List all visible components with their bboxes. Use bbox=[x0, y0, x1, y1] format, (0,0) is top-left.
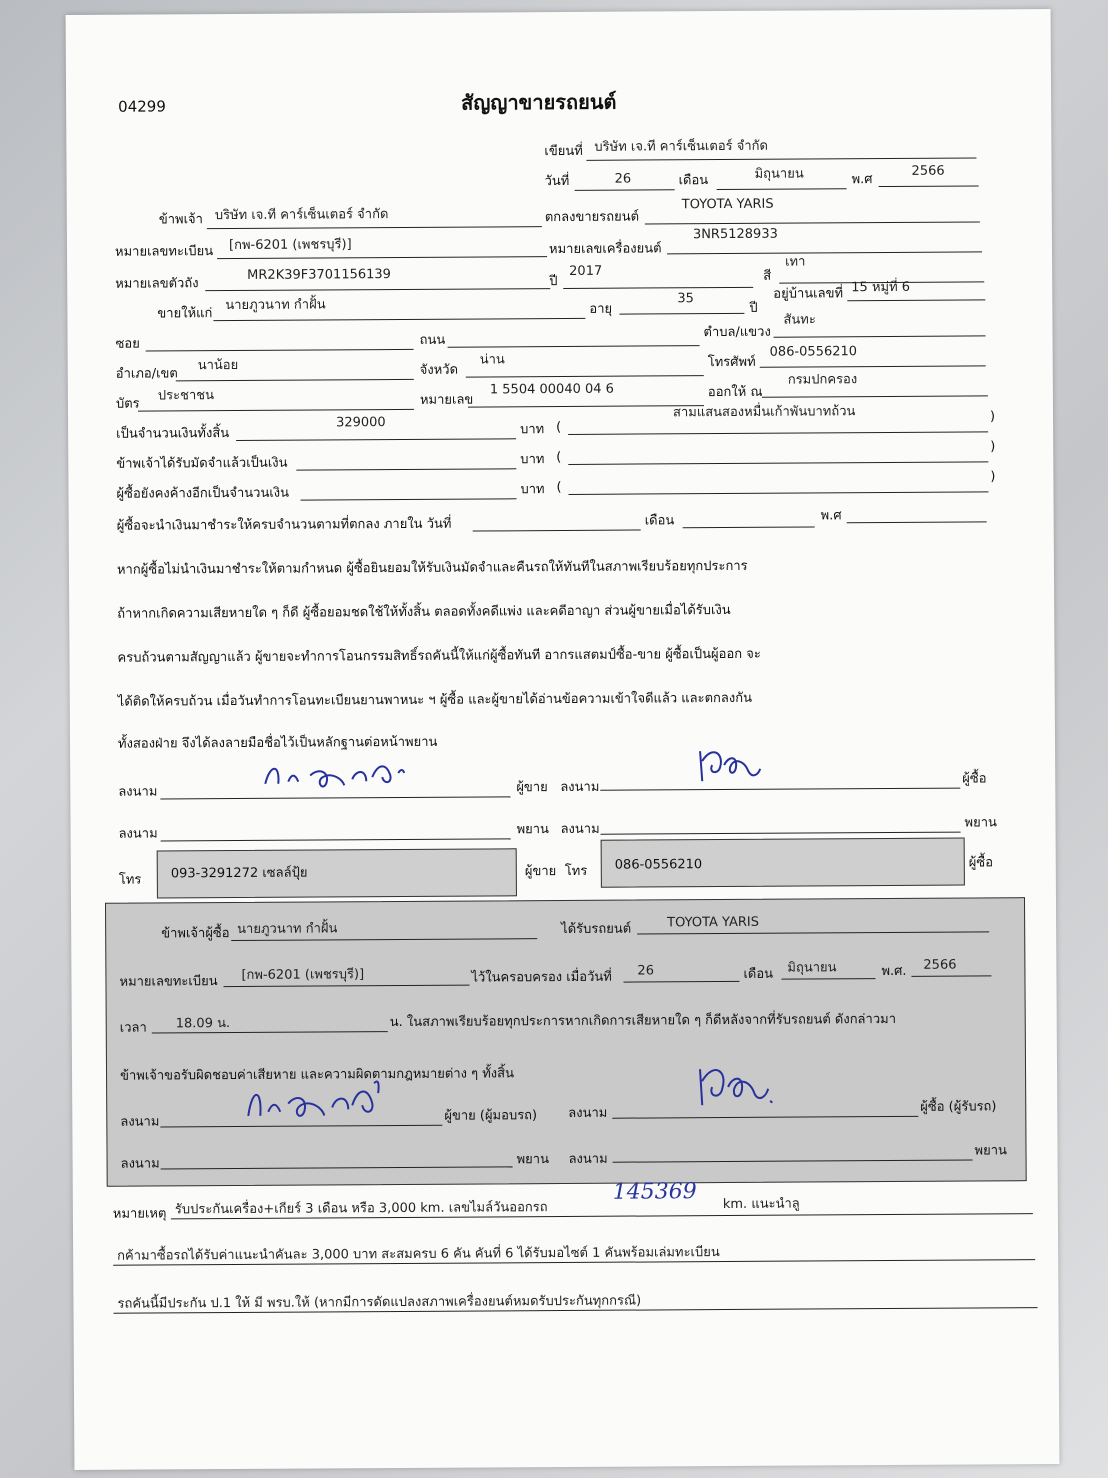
remarks-label: หมายเหตุ bbox=[112, 1206, 167, 1222]
agree-sell-label: ตกลงขายรถยนต์ bbox=[544, 209, 640, 226]
deposit-open-paren: ( bbox=[556, 450, 562, 466]
phone-line bbox=[760, 365, 986, 367]
written-at-label: เขียนที่ bbox=[544, 143, 583, 160]
witness1-sign-label: ลงนาม bbox=[118, 826, 158, 842]
total-close-paren: ) bbox=[989, 409, 996, 425]
receipt-buyer-label: ข้าพเจ้าผู้ซื้อ bbox=[161, 926, 230, 942]
issued-line bbox=[762, 395, 988, 397]
buyer-phone-role: ผู้ซื้อ bbox=[968, 855, 994, 871]
card-label: บัตร bbox=[115, 396, 140, 412]
total-baht: บาท bbox=[520, 422, 545, 438]
receipt-seller-signature bbox=[244, 1073, 384, 1124]
receipt-condition-text: น. ในสภาพเรียบร้อยทุกประการหากเกิดการเสียหายใด ๆ ก็ดีหลังจากที่รับรถยนต์ ดังกล่าวมา bbox=[389, 1011, 897, 1031]
chassis-label: หมายเลขตัวถัง bbox=[115, 276, 199, 292]
seller-signature bbox=[260, 753, 410, 794]
document-number: 04299 bbox=[118, 97, 166, 116]
receipt-liability-text: ข้าพเจ้าขอรับผิดชอบค่าเสียหาย และความผิดตามกฎหมายต่าง ๆ ทั้งสิ้น bbox=[120, 1066, 514, 1084]
subdistrict-value: สันทะ bbox=[783, 312, 816, 328]
due-year-line bbox=[847, 521, 987, 523]
date-label: วันที่ bbox=[544, 173, 570, 190]
receipt-month-value: มิถุนายน bbox=[787, 960, 837, 976]
seller-sign-line bbox=[160, 796, 510, 799]
receipt-seller-sign-label: ลงนาม bbox=[120, 1114, 160, 1130]
receipt-buyer-value: นายภูวนาท กำฝั้น bbox=[237, 921, 338, 937]
phone-label: โทรศัพท์ bbox=[707, 354, 756, 371]
witness1-role-label: พยาน bbox=[516, 822, 549, 838]
province-label: จังหวัด bbox=[419, 362, 459, 378]
terms-line-3: ครบถ้วนตามสัญญาแล้ว ผู้ขายจะทำการโอนกรรมสิทธิ์รถคันนี้ให้แก่ผู้ซื้อทันที อากรแสตมป์ซื้อ-ขาย ผู้ซื้อเป็นผู้ออก จะ bbox=[117, 646, 761, 666]
buyer-sign-label: ลงนาม bbox=[560, 779, 600, 796]
year-value: 2566 bbox=[911, 163, 945, 179]
total-words-line bbox=[568, 431, 988, 435]
written-at-value: บริษัท เจ.ที คาร์เซ็นเตอร์ จำกัด bbox=[594, 138, 769, 155]
receipt-year-value: 2566 bbox=[923, 957, 957, 973]
buyer-signature bbox=[690, 741, 770, 791]
color-value: เทา bbox=[785, 254, 806, 270]
color-label: สี bbox=[763, 268, 772, 284]
seller-phone-role: ผู้ขาย bbox=[524, 864, 557, 880]
card-line bbox=[138, 409, 414, 412]
remaining-baht: บาท bbox=[520, 482, 545, 498]
deposit-line bbox=[296, 468, 516, 470]
subdistrict-line bbox=[774, 335, 986, 337]
province-value: น่าน bbox=[479, 352, 505, 368]
receipt-buyer-sign-label: ลงนาม bbox=[568, 1105, 608, 1121]
address-value: 15 หมู่ที่ 6 bbox=[851, 279, 911, 296]
buyer-phone-value: 086-0556210 bbox=[614, 857, 703, 873]
due-month-label: เดือน bbox=[644, 513, 675, 529]
receipt-witness1-sign-label: ลงนาม bbox=[120, 1156, 160, 1172]
seller-label: ข้าพเจ้า bbox=[158, 212, 203, 228]
receipt-plate-value: [กพ-6201 (เพชรบุรี)] bbox=[241, 967, 365, 983]
buyer-role-label: ผู้ซื้อ bbox=[962, 771, 987, 787]
year-made-value: 2017 bbox=[569, 263, 603, 279]
seller-value: บริษัท เจ.ที คาร์เซ็นเตอร์ จำกัด bbox=[214, 207, 389, 224]
phone-row-label: โทร bbox=[118, 872, 142, 888]
district-label: อำเภอ/เขต bbox=[115, 366, 178, 382]
day-value: 26 bbox=[614, 171, 632, 187]
receipt-witness2-role: พยาน bbox=[974, 1143, 1007, 1159]
engine-line bbox=[667, 251, 982, 254]
total-words-value: สามแสนสองหมื่นเก้าพันบาทถ้วน bbox=[672, 404, 856, 421]
province-line bbox=[466, 375, 704, 377]
soi-line bbox=[146, 349, 414, 352]
age-line bbox=[619, 313, 744, 315]
terms-line-1: หากผู้ซื้อไม่นำเงินมาชำระให้ตามกำหนด ผู้ซื้อยินยอมให้รับเงินมัดจำและคืนรถให้ทันทีในสภาพเรียบร้อยทุกประการ bbox=[116, 558, 748, 578]
month-label: เดือน bbox=[678, 173, 709, 189]
total-line bbox=[236, 438, 516, 441]
receipt-buyer-role: ผู้ซื้อ (ผู้รับรถ) bbox=[920, 1099, 997, 1115]
remarks-line-2: กค้ามาซื้อรถได้รับค่าแนะนำคันละ 3,000 บาท สะสมครบ 6 คัน คันที่ 6 ได้รับมอไซต์ 1 คันพร้อมเล่มทะเบียน bbox=[117, 1245, 720, 1264]
buyer-phone-label: โทร bbox=[564, 863, 588, 879]
card-no-label: หมายเลข bbox=[419, 392, 474, 408]
mileage-value: 145369 bbox=[612, 1179, 697, 1205]
district-value: นาน้อย bbox=[197, 357, 239, 374]
card-no-value: 1 5504 00040 04 6 bbox=[489, 381, 614, 398]
year-made-label: ปี bbox=[549, 274, 558, 290]
issued-value: กรมปกครอง bbox=[787, 372, 858, 388]
buyer-sign-line bbox=[600, 788, 960, 791]
plate-label: หมายเลขทะเบียน bbox=[114, 244, 214, 260]
road-line bbox=[448, 345, 700, 348]
receipt-month-label: เดือน bbox=[743, 966, 774, 982]
witness2-role-label: พยาน bbox=[964, 815, 997, 831]
total-open-paren: ( bbox=[556, 420, 562, 436]
road-label: ถนน bbox=[419, 332, 446, 348]
month-line bbox=[717, 188, 847, 190]
due-day-line bbox=[473, 530, 641, 532]
receipt-received-label: ได้รับรถยนต์ bbox=[561, 921, 632, 938]
buyer-name-line bbox=[213, 318, 585, 321]
receipt-plate-label: หมายเลขทะเบียน bbox=[119, 974, 218, 990]
remarks-line-1a: รับประกันเครื่อง+เกียร์ 3 เดือน หรือ 3,000 km. เลขไมล์วันออกรถ bbox=[174, 1200, 548, 1218]
terms-line-5: ทั้งสองฝ่าย จึงได้ลงลายมือชื่อไว้เป็นหลักฐานต่อหน้าพยาน bbox=[117, 734, 438, 752]
seller-phone-value: 093-3291272 เซลล์ปุ้ย bbox=[170, 865, 308, 882]
witness1-sign-line bbox=[161, 838, 511, 841]
total-value: 329000 bbox=[336, 415, 386, 431]
plate-value: [กพ-6201 (เพชรบุรี)] bbox=[228, 237, 352, 254]
plate-line bbox=[217, 256, 547, 259]
document-title: สัญญาขายรถยนต์ bbox=[461, 89, 617, 115]
age-unit: ปี bbox=[749, 300, 758, 316]
remaining-close-paren: ) bbox=[990, 469, 996, 485]
witness2-sign-line bbox=[601, 832, 961, 835]
due-label: ผู้ซื้อจะนำเงินมาชำระให้ครบจำนวนตามที่ตกลง ภายใน วันที่ bbox=[116, 516, 452, 534]
age-value: 35 bbox=[677, 291, 694, 307]
engine-label: หมายเลขเครื่องยนต์ bbox=[548, 241, 662, 258]
receipt-time-label: เวลา bbox=[119, 1020, 147, 1036]
contract-paper bbox=[66, 9, 1060, 1470]
address-label: อยู่บ้านเลขที่ bbox=[773, 286, 844, 302]
card-no-line bbox=[468, 405, 704, 407]
deposit-baht: บาท bbox=[520, 452, 545, 468]
due-month-line bbox=[683, 526, 815, 528]
district-line bbox=[176, 379, 414, 381]
remaining-line bbox=[301, 498, 517, 500]
remarks-line-1b: km. แนะนำลู bbox=[722, 1196, 800, 1213]
remaining-open-paren: ( bbox=[556, 480, 562, 496]
car-value: TOYOTA YARIS bbox=[681, 196, 774, 213]
deposit-label: ข้าพเจ้าได้รับมัดจำแล้วเป็นเงิน bbox=[116, 455, 288, 472]
terms-line-2: ถ้าหากเกิดความเสียหายใด ๆ ก็ดี ผู้ซื้อยอมชดใช้ให้ทั้งสิ้น ตลอดทั้งคดีแพ่ง และคดีอาญา ส่วนผู้ขายเมื่อได้รับเงิน bbox=[117, 602, 731, 622]
receipt-buyer-signature bbox=[690, 1057, 780, 1118]
deposit-close-paren: ) bbox=[990, 439, 996, 455]
receipt-witness1-role: พยาน bbox=[516, 1152, 549, 1168]
subdistrict-label: ตำบล/แขวง bbox=[703, 324, 771, 341]
car-line bbox=[645, 221, 980, 224]
receipt-day-value: 26 bbox=[637, 963, 655, 979]
phone-value: 086-0556210 bbox=[769, 344, 858, 360]
receipt-seller-role: ผู้ขาย (ผู้มอบรถ) bbox=[444, 1108, 538, 1124]
year-made-line bbox=[563, 287, 753, 289]
buyer-name-value: นายภูวนาท กำฝั้น bbox=[225, 297, 326, 314]
receipt-witness2-sign-label: ลงนาม bbox=[568, 1151, 608, 1167]
seller-role-label: ผู้ขาย bbox=[516, 780, 548, 796]
address-line bbox=[847, 299, 985, 301]
sell-to-label: ขายให้แก่ bbox=[157, 306, 213, 322]
chassis-value: MR2K39F3701156139 bbox=[247, 267, 391, 283]
seller-line bbox=[207, 226, 542, 229]
chassis-line bbox=[205, 288, 550, 291]
card-value: ประชาชน bbox=[157, 388, 215, 404]
seller-sign-label: ลงนาม bbox=[118, 784, 158, 800]
issued-label: ออกให้ ณ bbox=[707, 384, 763, 401]
month-value: มิถุนายน bbox=[754, 166, 804, 182]
deposit-words-line bbox=[568, 461, 988, 465]
soi-label: ซอย bbox=[115, 336, 140, 352]
year-label: พ.ศ bbox=[851, 172, 873, 188]
age-label: อายุ bbox=[589, 301, 613, 317]
receipt-possession-label: ไว้ในครอบครอง เมื่อวันที่ bbox=[471, 969, 612, 986]
total-label: เป็นจำนวนเงินทั้งสิ้น bbox=[116, 426, 230, 442]
due-year-label: พ.ศ bbox=[820, 508, 842, 524]
receipt-car-value: TOYOTA YARIS bbox=[667, 914, 759, 931]
remarks-line-3: รถคันนี้มีประกัน ป.1 ให้ มี พรบ.ให้ (หากมีการดัดแปลงสภาพเครื่องยนต์หมดรับประกันทุกกรณี) bbox=[117, 1293, 642, 1312]
terms-line-4: ได้ติดให้ครบถ้วน เมื่อวันทำการโอนทะเบียนยานพาหนะ ฯ ผู้ซื้อ และผู้ขายได้อ่านข้อความเข้าใจดีแล้ว และตกลงกัน bbox=[117, 690, 753, 710]
remaining-label: ผู้ซื้อยังคงค้างอีกเป็นจำนวนเงิน bbox=[116, 485, 290, 502]
year-line bbox=[879, 185, 979, 187]
remaining-words-line bbox=[569, 491, 989, 495]
written-at-line bbox=[586, 157, 976, 160]
engine-value: 3NR5128933 bbox=[692, 226, 778, 243]
day-line bbox=[575, 189, 675, 191]
witness2-sign-label: ลงนาม bbox=[560, 821, 600, 838]
receipt-year-label: พ.ศ. bbox=[881, 963, 907, 980]
receipt-time-value: 18.09 น. bbox=[175, 1016, 231, 1032]
